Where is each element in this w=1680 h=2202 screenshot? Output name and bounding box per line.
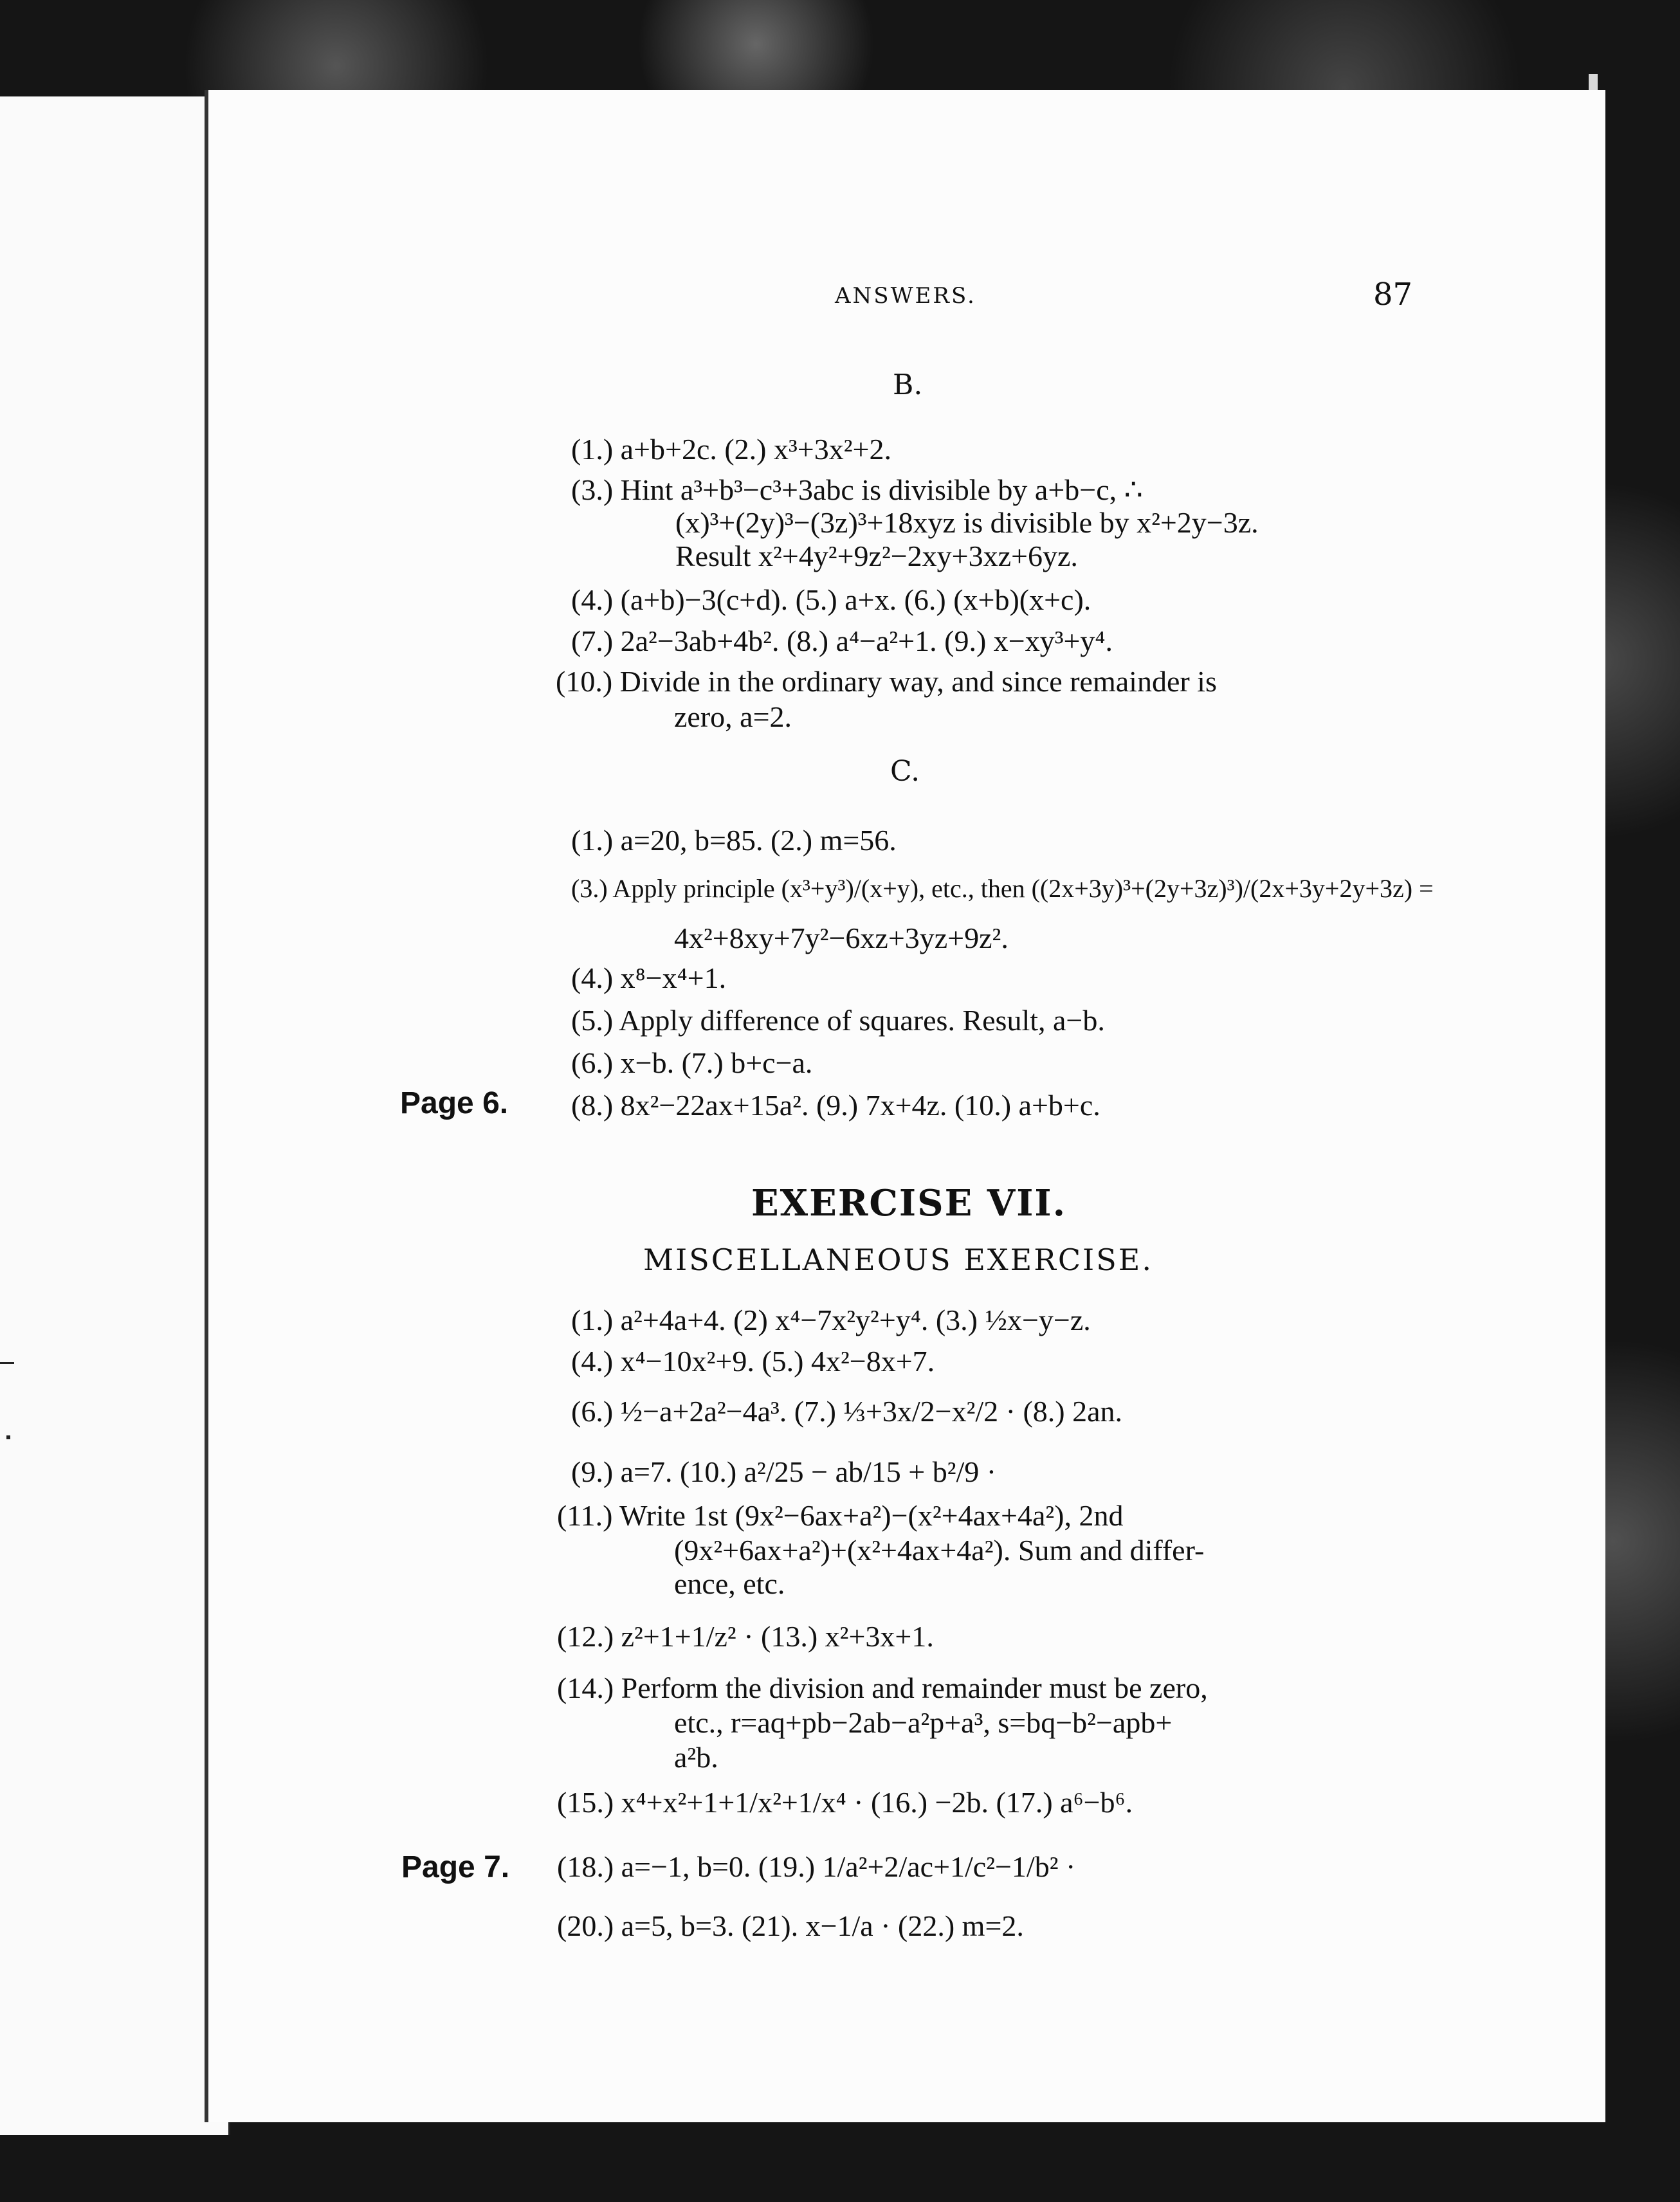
exercise-line: (14.) Perform the division and remainder must be zero, xyxy=(557,1671,1208,1704)
section-c-line: (8.) 8x²−22ax+15a². (9.) 7x+4z. (10.) a+b+c. xyxy=(571,1089,1100,1122)
exercise-subtitle: MISCELLANEOUS EXERCISE. xyxy=(643,1242,1153,1277)
left-page-mark xyxy=(0,1362,14,1364)
exercise-line: (4.) x⁴−10x²+9. (5.) 4x²−8x+7. xyxy=(571,1345,935,1378)
left-facing-page xyxy=(0,96,230,2135)
exercise-line: (12.) z²+1+1/z² · (13.) x²+3x+1. xyxy=(557,1620,934,1653)
section-b-line: (3.) Hint a³+b³−c³+3abc is divisible by a+b−c, ∴ xyxy=(571,473,1143,506)
section-b-heading: B. xyxy=(893,369,923,401)
running-title: ANSWERS. xyxy=(835,283,976,309)
exercise-line: (18.) a=−1, b=0. (19.) 1/a²+2/ac+1/c²−1/b² · xyxy=(557,1850,1076,1883)
section-b-line: zero, a=2. xyxy=(674,700,792,733)
section-b-line: (4.) (a+b)−3(c+d). (5.) a+x. (6.) (x+b)(x+c). xyxy=(571,583,1091,616)
section-c-line: (3.) Apply principle (x³+y³)/(x+y), etc., then ((2x+3y)³+(2y+3z)³)/(2x+3y+2y+3z) = xyxy=(571,874,1434,903)
section-c-line: (4.) x⁸−x⁴+1. xyxy=(571,961,727,994)
margin-label-page-7: Page 7. xyxy=(401,1850,510,1884)
exercise-line: ence, etc. xyxy=(674,1567,785,1600)
exercise-line: (15.) x⁴+x²+1+1/x²+1/x⁴ · (16.) −2b. (17.) a⁶−b⁶. xyxy=(557,1786,1133,1819)
exercise-title: EXERCISE VII. xyxy=(751,1182,1067,1224)
section-c-line: (6.) x−b. (7.) b+c−a. xyxy=(571,1046,813,1079)
margin-label-page-6: Page 6. xyxy=(400,1086,509,1120)
exercise-line: (20.) a=5, b=3. (21). x−1/a · (22.) m=2. xyxy=(557,1909,1024,1942)
exercise-line: etc., r=aq+pb−2ab−a²p+a³, s=bq−b²−apb+ xyxy=(674,1706,1173,1739)
section-c-line: (1.) a=20, b=85. (2.) m=56. xyxy=(571,824,897,857)
exercise-line: a²b. xyxy=(674,1741,718,1774)
exercise-line: (9.) a=7. (10.) a²/25 − ab/15 + b²/9 · xyxy=(571,1455,997,1488)
section-b-line: (x)³+(2y)³−(3z)³+18xyz is divisible by x²+2y−3z. xyxy=(675,506,1259,539)
exercise-line: (11.) Write 1st (9x²−6ax+a²)−(x²+4ax+4a²), 2nd xyxy=(557,1499,1124,1532)
page-number: 87 xyxy=(1373,277,1413,313)
exercise-line: (9x²+6ax+a²)+(x²+4ax+4a²). Sum and differ- xyxy=(674,1534,1205,1567)
section-c-line: (5.) Apply difference of squares. Result, a−b. xyxy=(571,1004,1105,1037)
exercise-line: (6.) ½−a+2a²−4a³. (7.) ⅓+3x/2−x²/2 · (8.) 2an. xyxy=(571,1395,1123,1428)
left-page-dot xyxy=(6,1435,10,1439)
section-b-line: (10.) Divide in the ordinary way, and since remainder is xyxy=(556,665,1217,698)
section-b-line: (1.) a+b+2c. (2.) x³+3x²+2. xyxy=(571,433,891,466)
section-b-line: Result x²+4y²+9z²−2xy+3xz+6yz. xyxy=(675,540,1078,572)
section-c-heading: C. xyxy=(890,755,920,788)
section-b-line: (7.) 2a²−3ab+4b². (8.) a⁴−a²+1. (9.) x−xy³+y⁴. xyxy=(571,624,1113,657)
exercise-line: (1.) a²+4a+4. (2) x⁴−7x²y²+y⁴. (3.) ½x−y−z. xyxy=(571,1304,1091,1336)
section-c-line: 4x²+8xy+7y²−6xz+3yz+9z². xyxy=(674,922,1009,954)
